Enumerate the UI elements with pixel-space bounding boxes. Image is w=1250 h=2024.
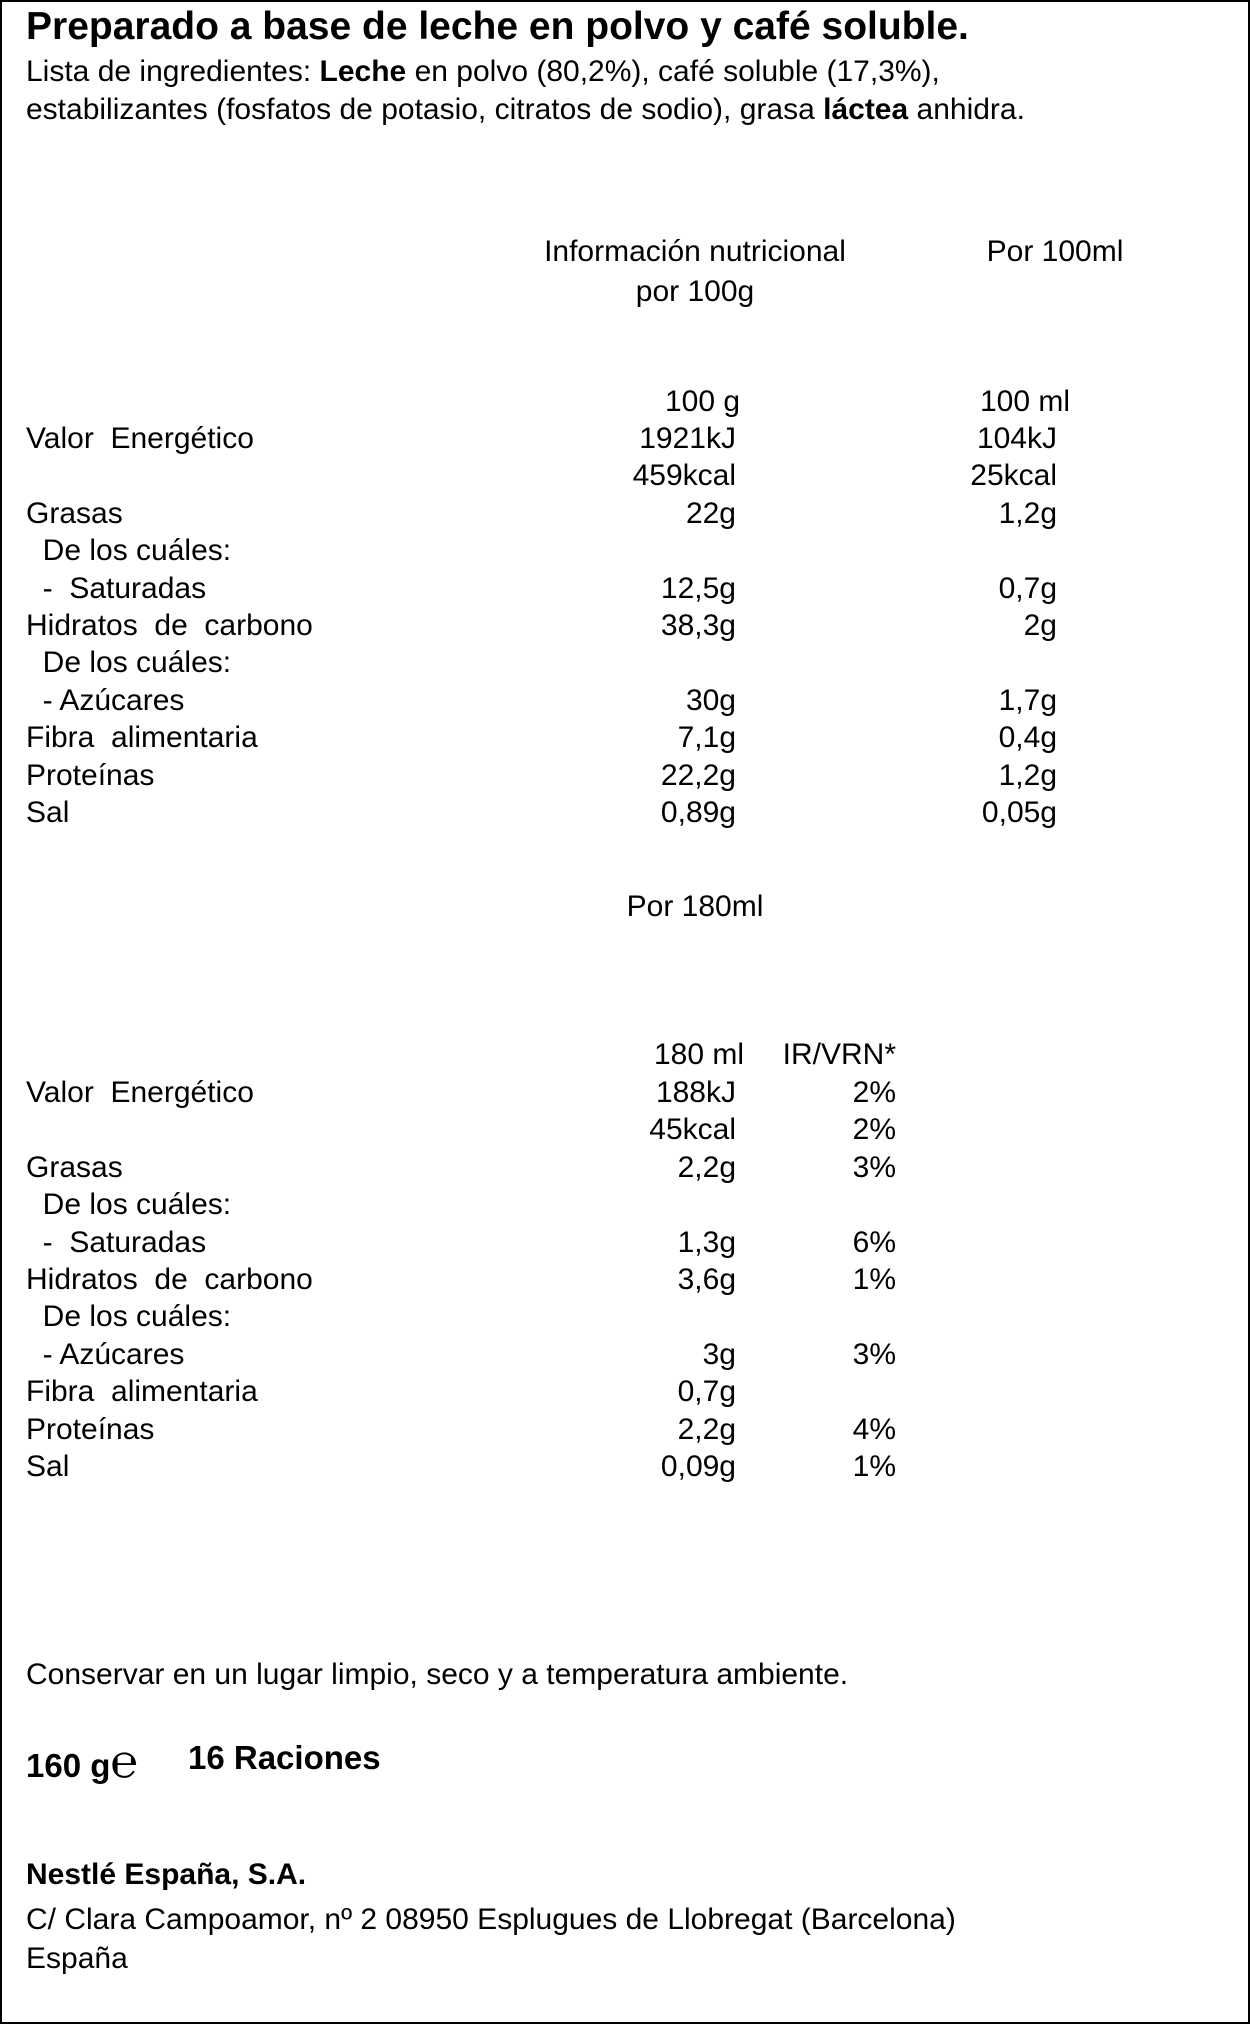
nutrient-label: Hidratos de carbono <box>26 609 313 642</box>
nutrient-value-secondary: 1,7g <box>998 683 1057 717</box>
nutrient-label: - Saturadas <box>26 571 207 605</box>
nutrient-value-secondary: 3% <box>852 1337 896 1371</box>
nutrient-value: 0,7g <box>677 1375 736 1409</box>
nutrient-label: Proteínas <box>26 758 155 792</box>
nutrient-value-secondary: 3% <box>852 1150 896 1184</box>
nutrient-value: 3,6g <box>677 1263 736 1296</box>
nutrient-value: 30g <box>685 683 736 717</box>
storage-instructions: Conservar en un lugar limpio, seco y a temperatura ambiente. <box>26 1658 849 1691</box>
nutrient-label: Sal <box>26 1450 70 1483</box>
nutrient-value: 38,3g <box>660 609 736 642</box>
company-country: España <box>26 1942 128 1975</box>
nutrient-value-secondary: 1% <box>852 1450 896 1483</box>
nutrient-value-secondary: 6% <box>852 1225 896 1259</box>
nutrient-label: - Azúcares <box>26 683 185 717</box>
table2-unit-col1: 180 ml <box>653 1038 744 1071</box>
estimated-sign-icon: ℮ <box>110 1734 138 1788</box>
nutrient-label: Valor Energético <box>26 1076 254 1109</box>
table1-unit-col2: 100 ml <box>979 385 1071 418</box>
nutrient-label: De los cuáles: <box>26 534 232 568</box>
nutrient-value: 3g <box>702 1337 736 1371</box>
nutrient-value-secondary: 2% <box>852 1076 896 1109</box>
nutrient-value-secondary: 1% <box>852 1263 896 1296</box>
nutrient-value: 0,09g <box>660 1450 736 1483</box>
servings: 16 Raciones <box>188 1739 381 1776</box>
nutrient-value-secondary: 1,2g <box>998 496 1057 530</box>
nutrient-value-secondary: 104kJ <box>976 422 1057 455</box>
nutrient-label: Proteínas <box>26 1412 155 1446</box>
nutrient-label: Grasas <box>26 1150 123 1184</box>
nutrient-label: De los cuáles: <box>26 1188 232 1222</box>
product-title: Preparado a base de leche en polvo y café soluble. <box>26 5 969 48</box>
nutrient-value: 12,5g <box>660 571 736 605</box>
nutrient-label: - Azúcares <box>26 1337 185 1371</box>
nutrient-value-secondary: 0,4g <box>998 721 1057 755</box>
nutrient-label: Valor Energético <box>26 422 254 455</box>
nutrient-value-secondary: 1,2g <box>998 758 1057 792</box>
table1-header-col1-line2: por 100g <box>635 275 755 308</box>
company-name: Nestlé España, S.A. <box>26 1858 307 1891</box>
nutrient-label: Fibra alimentaria <box>26 1375 258 1409</box>
nutrient-label: De los cuáles: <box>26 1300 232 1334</box>
nutrient-label: - Saturadas <box>26 1225 207 1259</box>
nutrient-label: Hidratos de carbono <box>26 1263 313 1296</box>
ingredients-line-2 <box>26 95 1025 125</box>
nutrient-value: 188kJ <box>655 1076 736 1109</box>
nutrient-value: 22g <box>685 496 736 530</box>
nutrient-value: 1921kJ <box>639 422 736 455</box>
nutrient-value: 7,1g <box>677 721 736 755</box>
ingredients-bold: láctea <box>823 93 909 126</box>
nutrient-value: 459kcal <box>632 459 736 493</box>
ingredients-line-1 <box>26 57 940 87</box>
nutrient-value-secondary: 0,05g <box>981 796 1057 829</box>
ingredients-text: Lista de ingredientes: <box>26 55 320 88</box>
nutrient-value: 2,2g <box>677 1412 736 1446</box>
ingredients-bold: Leche <box>319 55 407 88</box>
nutrient-value-secondary: 2g <box>1023 609 1057 642</box>
nutrient-value: 2,2g <box>677 1150 736 1184</box>
nutrient-value: 45kcal <box>649 1113 736 1147</box>
nutrient-value-secondary: 4% <box>852 1412 896 1446</box>
table1-header-col2: Por 100ml <box>986 235 1124 268</box>
table1-unit-col1: 100 g <box>664 385 741 418</box>
net-weight: 160 g <box>26 1747 111 1784</box>
ingredients-text: en polvo (80,2%), café soluble (17,3%), <box>406 55 940 88</box>
ingredients-text: estabilizantes (fosfatos de potasio, citratos de sodio), grasa <box>26 93 824 126</box>
nutrient-label: Sal <box>26 796 70 829</box>
nutrient-value: 0,89g <box>660 796 736 829</box>
company-address: C/ Clara Campoamor, nº 2 08950 Esplugues de Llobregat (Barcelona) <box>26 1903 956 1936</box>
nutrient-label: De los cuáles: <box>26 646 232 680</box>
nutrient-value-secondary: 0,7g <box>998 571 1057 605</box>
nutrient-label: Fibra alimentaria <box>26 721 258 755</box>
nutrient-label: Grasas <box>26 496 123 530</box>
nutrient-value: 1,3g <box>677 1225 736 1259</box>
table2-unit-col2: IR/VRN* <box>782 1038 896 1071</box>
nutrient-value: 22,2g <box>660 758 736 792</box>
nutrient-value-secondary: 2% <box>852 1113 896 1147</box>
ingredients-text: anhidra. <box>908 93 1025 126</box>
table1-header-col1-line1: Información nutricional <box>544 235 846 268</box>
nutrient-value-secondary: 25kcal <box>970 459 1057 493</box>
table2-header: Por 180ml <box>626 890 764 923</box>
net-content <box>26 1734 138 1788</box>
